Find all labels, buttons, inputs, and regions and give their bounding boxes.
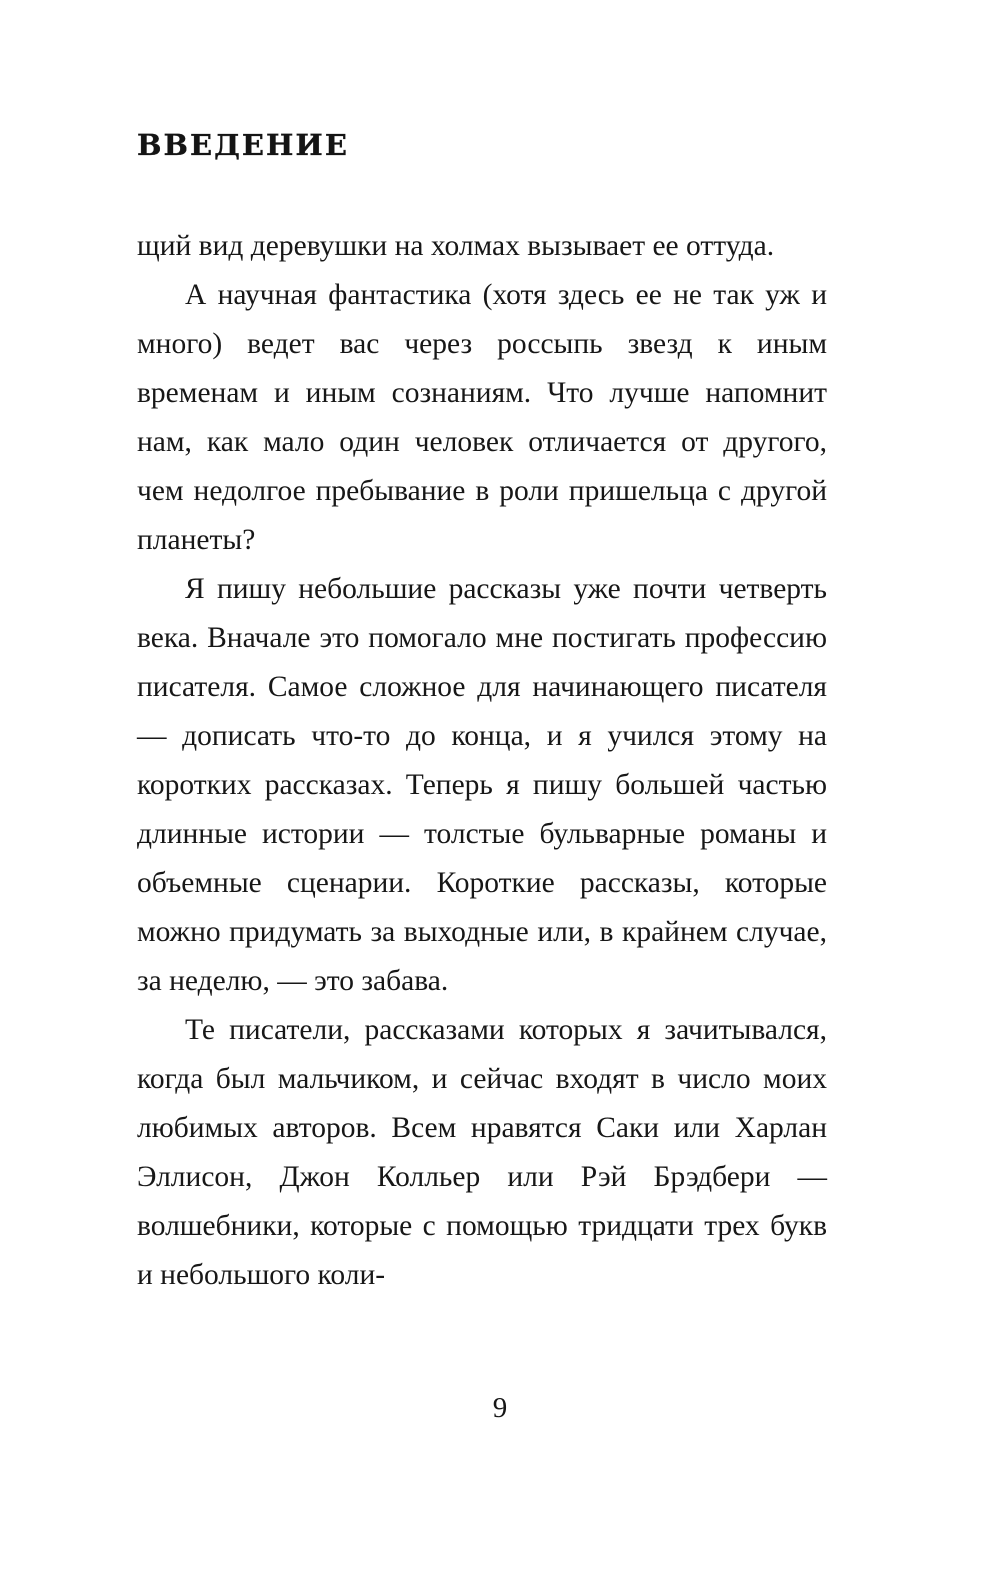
body-text <box>137 222 827 1300</box>
page-number: 9 <box>492 1392 508 1424</box>
paragraph-2: А научная фантастика (хотя здесь ее не так уж и много) ведет вас через россыпь звезд к иным временам и иным сознаниям. Что лучше напомнит нам, как мало один человек отличается от другого, чем недолгое пребывание в роли пришельца с другой планеты? <box>137 279 827 556</box>
running-head: ВВЕДЕНИЕ <box>137 128 349 162</box>
paragraph-1: щий вид деревушки на холмах вызывает ее оттуда. <box>137 230 775 262</box>
paragraph-4: Те писатели, рассказами которых я зачитывался, когда был мальчиком, и сейчас входят в число моих любимых авторов. Всем нравятся Саки или Харлан Эллисон, Джон Колльер или Рэй Брэдбери — волшебники, которые с помощью тридцати трех букв и небольшого коли- <box>137 1014 827 1291</box>
paragraph-3: Я пишу небольшие рассказы уже почти четверть века. Вначале это помогало мне постигать профессию писателя. Самое сложное для начинающего писателя — дописать что-то до конца, и я учился этому на коротких рассказах. Теперь я пишу большей частью длинные истории — толстые бульварные романы и объемные сценарии. Короткие рассказы, которые можно придумать за выходные или, в крайнем случае, за неделю, — это забава. <box>137 573 827 997</box>
